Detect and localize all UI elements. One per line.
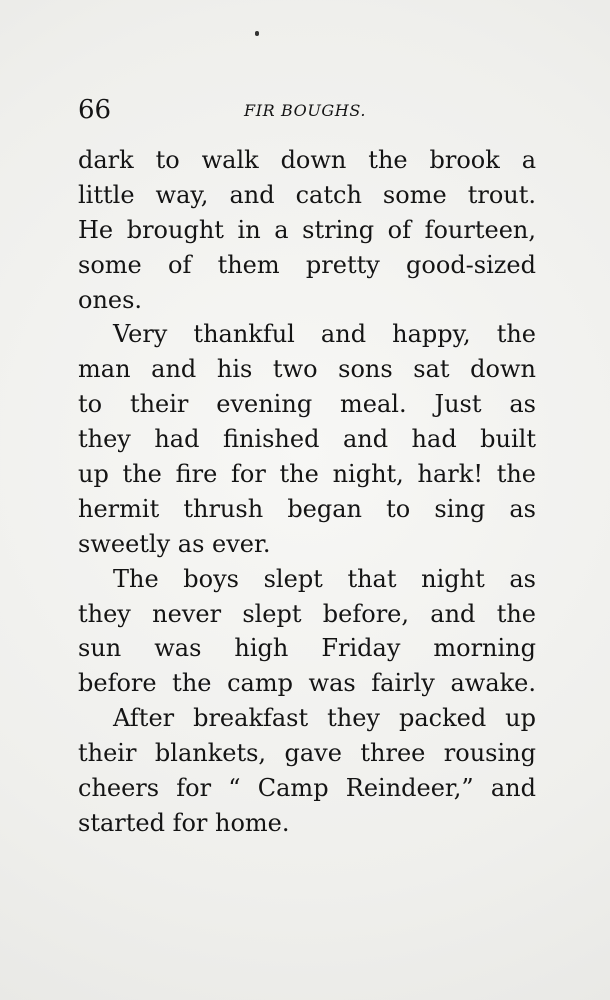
running-head: FIR BOUGHS.: [244, 101, 367, 120]
text-line: they never slept before, and the: [78, 599, 536, 628]
text-line: started for home.: [78, 808, 290, 837]
text-line: hermit thrush began to sing as: [78, 494, 536, 523]
text-line: He brought in a string of fourteen,: [78, 215, 536, 244]
text-line: some of them pretty good-sized: [78, 250, 536, 279]
text-line: dark to walk down the brook a: [78, 146, 536, 174]
text-line: sun was high Friday morning: [78, 634, 536, 663]
text-line: they had finished and had built: [78, 425, 536, 454]
page-number: 66: [78, 95, 112, 125]
text-line: man and his two sons sat down: [78, 355, 536, 384]
text-line: ones.: [78, 285, 143, 314]
paragraph-start-line: Very thankful and happy, the: [113, 320, 536, 349]
text-line: sweetly as ever.: [78, 529, 271, 558]
paragraph-start-line: After breakfast they packed up: [113, 704, 536, 733]
text-line: their blankets, gave three rousing: [78, 739, 536, 768]
ink-speck: [255, 31, 259, 36]
text-line: before the camp was fairly awake.: [78, 669, 536, 698]
text-line: cheers for “ Camp Reindeer,” and: [78, 774, 536, 803]
page-header: [78, 92, 536, 128]
text-line: up the fire for the night, hark! the: [78, 460, 536, 489]
paragraph-start-line: The boys slept that night as: [113, 564, 536, 593]
text-line: little way, and catch some trout.: [78, 180, 536, 209]
body-text: [78, 143, 536, 841]
text-line: to their evening meal. Just as: [78, 390, 536, 419]
